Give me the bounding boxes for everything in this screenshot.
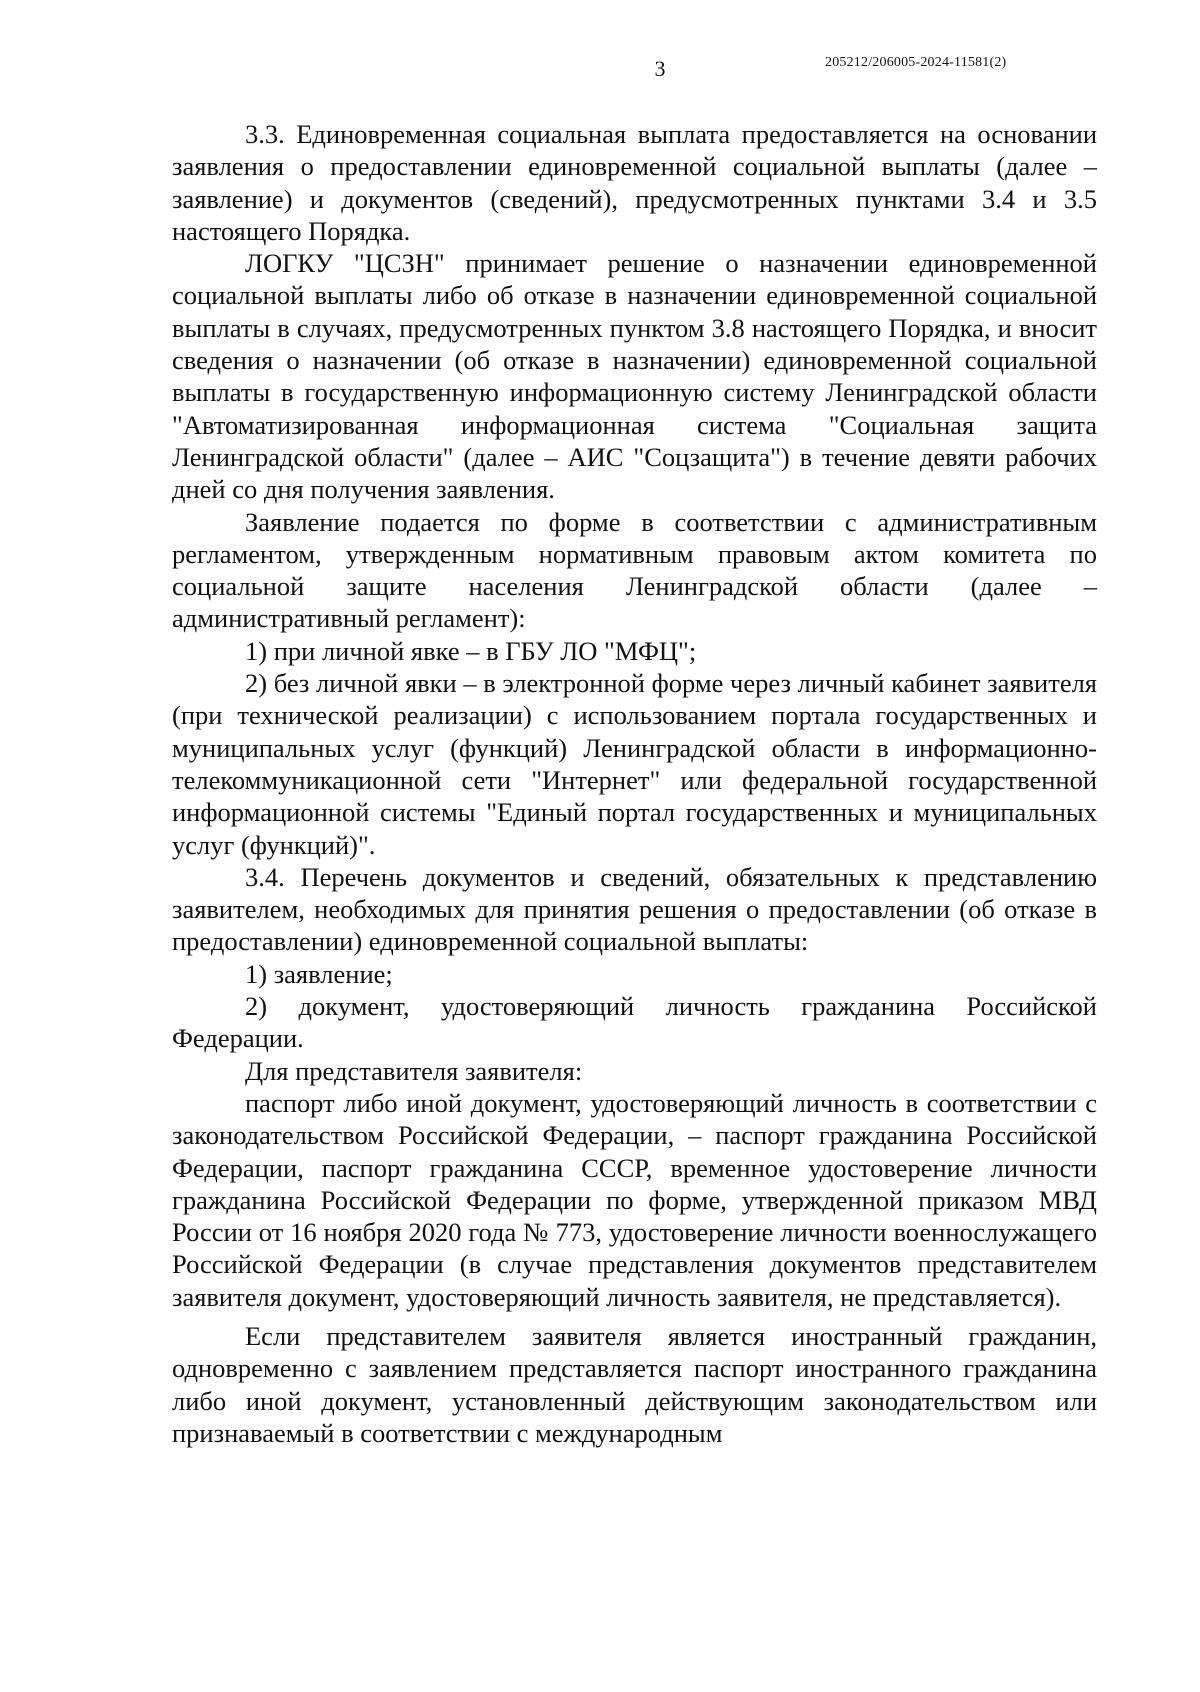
page-number: 3 bbox=[654, 56, 666, 81]
list-item-application: 1) заявление; bbox=[245, 958, 393, 989]
paragraph-passport: паспорт либо иной документ, удостоверяющий личность в соответствии с законодательством Российской Федерации, – паспорт гражданина Российской Федерации, паспорт гражданина СССР, временное удостоверение личности гражданина Российской Федерации по форме, утвержденной приказом МВД России от 16 ноября 2020 года № 773, удостоверение личности военнослужащего Российской Федерации (в случае представления документов представителем заявителя документ, удостоверяющий личность заявителя, не представляется). bbox=[172, 1087, 1097, 1312]
document-body bbox=[172, 118, 1097, 1449]
paragraph-3-4: 3.4. Перечень документов и сведений, обязательных к представлению заявителем, необходимых для принятия решения о предоставлении (об отказе в предоставлении) единовременной социальной выплаты: bbox=[172, 861, 1097, 957]
paragraph-application-form: Заявление подается по форме в соответствии с административным регламентом, утвержденным нормативным правовым актом комитета по социальной защите населения Ленинградской области (далее – административный регламент): bbox=[172, 506, 1097, 634]
list-item-electronic: 2) без личной явки – в электронной форме через личный кабинет заявителя (при технической реализации) с использованием портала государственных и муниципальных услуг (функций) Ленинградской области в информационно-телекоммуникационной сети "Интернет" или федеральной государственной информационной системы "Единый портал государственных и муниципальных услуг (функций)". bbox=[172, 668, 1097, 860]
document-id: 205212/206005-2024-11581(2) bbox=[825, 55, 1007, 70]
paragraph-representative: Для представителя заявителя: bbox=[245, 1055, 583, 1086]
list-item-in-person: 1) при личной явке – в ГБУ ЛО "МФЦ"; bbox=[245, 635, 697, 666]
list-item-identity-document: 2) документ, удостоверяющий личность гражданина Российской Федерации. bbox=[172, 991, 1097, 1054]
paragraph-foreign-citizen: Если представителем заявителя является иностранный гражданин, одновременно с заявлением представляется паспорт иностранного гражданина либо иной документ, установленный действующим законодательством или признаваемый в соответствии с международным bbox=[172, 1320, 1097, 1448]
paragraph-decision: ЛОГКУ "ЦСЗН" принимает решение о назначении единовременной социальной выплаты либо об отказе в назначении единовременной социальной выплаты в случаях, предусмотренных пунктом 3.8 настоящего Порядка, и вносит сведения о назначении (об отказе в назначении) единовременной социальной выплаты в государственную информационную систему Ленинградской области "Автоматизированная информационная система "Социальная защита Ленинградской области" (далее – АИС "Соцзащита") в течение девяти рабочих дней со дня получения заявления. bbox=[172, 248, 1097, 505]
paragraph-3-3: 3.3. Единовременная социальная выплата предоставляется на основании заявления о предоставлении единовременной социальной выплаты (далее – заявление) и документов (сведений), предусмотренных пунктами 3.4 и 3.5 настоящего Порядка. bbox=[172, 119, 1097, 246]
